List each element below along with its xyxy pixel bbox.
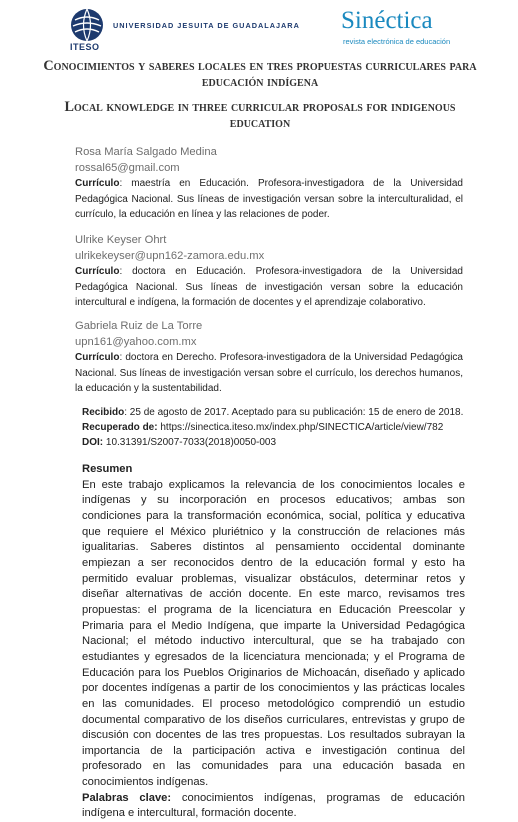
journal-subtitle: revista electrónica de educación (343, 37, 451, 46)
keywords-text: conocimientos indígenas, programas de educación indígena e intercultural, formación docente. (82, 791, 465, 820)
abstract-section (82, 462, 465, 822)
author-email: upn161@yahoo.com.mx (75, 336, 197, 348)
author-name: Gabriela Ruiz de La Torre (75, 320, 203, 332)
title-english: Local knowledge in three curricular proposals for indigenous education (64, 99, 456, 131)
author-block-3 (75, 318, 463, 397)
retrieved-line (82, 420, 502, 435)
retrieved-url: https://sinectica.iteso.mx/index.php/SINECTICA/article/view/782 (157, 422, 444, 434)
keywords (82, 791, 465, 822)
author-curriculum (75, 264, 463, 311)
publication-dates (82, 405, 502, 451)
iteso-label: ITESO (70, 42, 100, 52)
received-line (82, 405, 502, 420)
author-curriculum (75, 176, 463, 223)
iteso-globe-logo (70, 8, 104, 42)
author-block-2 (75, 232, 463, 311)
abstract-heading: Resumen (82, 463, 133, 475)
journal-name: Sinéctica (341, 7, 433, 34)
title-spanish: Conocimientos y saberes locales en tres propuestas curriculares para educación indígena (43, 58, 477, 90)
author-block-1 (75, 144, 463, 223)
author-curriculum (75, 350, 463, 397)
abstract-body: En este trabajo explicamos la relevancia de los conocimientos locales e indígenas y su incorporación en procesos educativos; ambas son condiciones para la transformación económica, social, política y educativa que requiere el México pluriétnico y la construcción de relaciones más igualitarias. Saberes distintos al pensamiento occidental dominante empiezan a ser reconocidos dentro de la educación formal y esto ha permitido evaluar problemas, visualizar obstáculos, determinar retos y diseñar alternativas de acción docente. En este marco, revisamos tres propuestas: el programa de la licenciatura en Educación Preescolar y Primaria para el Medio Indígena, que imparte la Universidad Pedagógica Nacional; el método inductivo intercultural, que se ha trabajado con estudiantes y egresados de la licenciatura mencionada; y el Programa de Educación para los Pueblos Originarios de Michoacán, diseñado y aplicado por docentes indígenas a partir de los conocimientos y las prácticas locales en las comunidades. El proceso metodológico comprendió un estudio documental comparativo de los diseños curriculares, entrevistas y grupo de discusión con docentes de las tres propuestas. Los resultados subrayan la importancia de la participación activa e investigación continua del profesorado en las comunidades para una educación basada en conocimientos indígenas. (82, 478, 465, 789)
received-text: : 25 de agosto de 2017. Aceptado para su publicación: 15 de enero de 2018. (124, 407, 464, 418)
author-email: rossal65@gmail.com (75, 162, 180, 174)
author-name: Ulrike Keyser Ohrt (75, 234, 167, 246)
author-name: Rosa María Salgado Medina (75, 146, 217, 158)
curriculum-text: : maestría en Educación. Profesora-investigadora de la Universidad Pedagógica Nacional. Sus líneas de investigación versan sobre la interculturalidad, el currículo, la educación en línea y las relaciones de poder. (75, 178, 463, 221)
doi-value: 10.31391/S2007-7033(2018)0050-003 (103, 437, 277, 449)
curriculum-label: Currículo (75, 266, 120, 277)
university-name: UNIVERSIDAD JESUITA DE GUADALAJARA (113, 21, 300, 30)
doi-line (82, 435, 502, 450)
retrieved-label: Recuperado de: (82, 422, 158, 434)
author-email: ulrikekeyser@upn162-zamora.edu.mx (75, 250, 265, 262)
curriculum-label: Currículo (75, 178, 120, 189)
curriculum-label: Currículo (75, 352, 120, 363)
doi-label: DOI: (82, 437, 104, 449)
received-label: Recibido (82, 407, 125, 418)
curriculum-text: : doctora en Educación. Profesora-investigadora de la Universidad Pedagógica Nacional. Sus líneas de investigación versan sobre la educación intercultural e indígena, la formación de docentes y el aprendizaje colaborativo. (75, 266, 463, 309)
page-header (0, 0, 518, 56)
keywords-label: Palabras clave: (82, 791, 172, 804)
curriculum-text: : doctora en Derecho. Profesora-investigadora de la Universidad Pedagógica Nacional. Sus líneas de investigación versan sobre el currículo, los derechos humanos, la educación y la sustentabilidad. (75, 352, 463, 395)
